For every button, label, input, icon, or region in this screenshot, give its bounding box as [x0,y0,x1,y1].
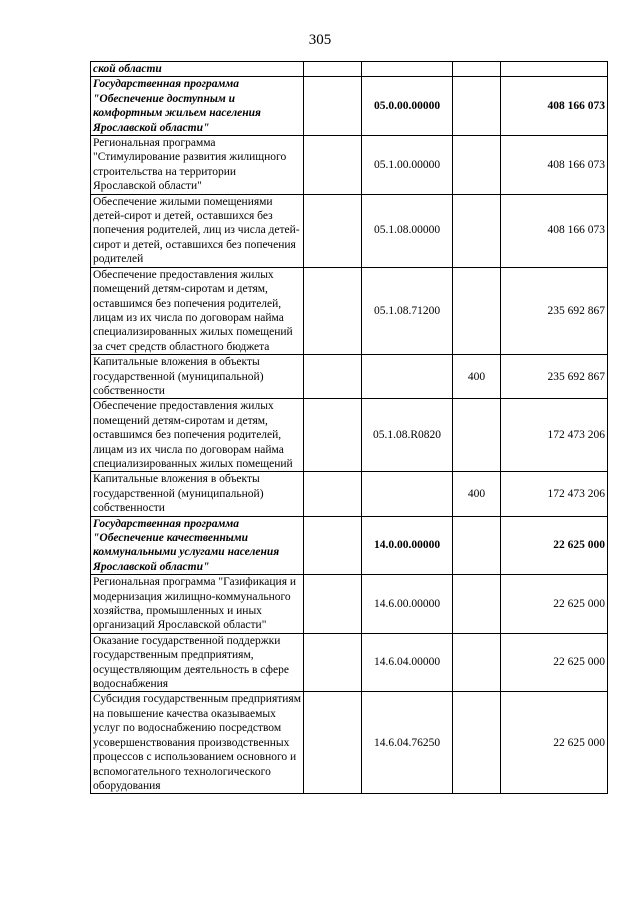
table-row [91,194,608,267]
row-empty-cell [304,62,362,77]
row-expense-type-cell [453,516,501,575]
table-row [91,267,608,354]
row-code-cell: 05.0.00.00000 [362,77,453,136]
row-expense-type-cell [453,633,501,692]
row-expense-type-cell [453,575,501,634]
row-sum-cell: 408 166 073 [501,77,608,136]
row-empty-cell [304,77,362,136]
row-sum-cell: 22 625 000 [501,575,608,634]
table-row [91,77,608,136]
row-empty-cell [304,575,362,634]
row-name-cell: Капитальные вложения в объекты государственной (муниципальной) собственности [91,355,304,399]
table-row [91,355,608,399]
table-row [91,136,608,195]
row-code-cell: 14.6.04.00000 [362,633,453,692]
row-name-cell: Государственная программа "Обеспечение качественными коммунальными услугами населения Ярославской области" [91,516,304,575]
row-sum-cell: 235 692 867 [501,267,608,354]
table-row [91,472,608,516]
row-sum-cell: 172 473 206 [501,472,608,516]
table-row [91,692,608,794]
row-expense-type-cell [453,62,501,77]
row-expense-type-cell [453,77,501,136]
row-code-cell: 05.1.00.00000 [362,136,453,195]
row-empty-cell [304,267,362,354]
row-expense-type-cell [453,399,501,472]
row-name-cell: Обеспечение предоставления жилых помещений детям-сиротам и детям, оставшимся без попечения родителей, лицам из их числа по договорам найма специализированных жилых помещений [91,399,304,472]
row-code-cell: 05.1.08.R0820 [362,399,453,472]
row-empty-cell [304,194,362,267]
table-row [91,633,608,692]
row-expense-type-cell: 400 [453,472,501,516]
row-name-cell: ской области [91,62,304,77]
row-empty-cell [304,472,362,516]
row-code-cell: 14.6.00.00000 [362,575,453,634]
row-code-cell: 05.1.08.71200 [362,267,453,354]
row-empty-cell [304,633,362,692]
row-empty-cell [304,516,362,575]
row-expense-type-cell: 400 [453,355,501,399]
table-row [91,575,608,634]
row-expense-type-cell [453,194,501,267]
row-empty-cell [304,136,362,195]
row-name-cell: Оказание государственной поддержки государственным предприятиям, осуществляющим деятельность в сфере водоснабжения [91,633,304,692]
row-name-cell: Региональная программа "Стимулирование развития жилищного строительства на территории Ярославской области" [91,136,304,195]
row-name-cell: Обеспечение предоставления жилых помещений детям-сиротам и детям, оставшимся без попечения родителей, лицам из их числа по договорам найма специализированных жилых помещений за счет средств областного бюджета [91,267,304,354]
row-sum-cell: 22 625 000 [501,516,608,575]
row-name-cell: Обеспечение жилыми помещениями детей-сирот и детей, оставшихся без попечения родителей, лиц из числа детей-сирот и детей, оставшихся без попечения родителей [91,194,304,267]
row-sum-cell: 22 625 000 [501,692,608,794]
row-code-cell [362,62,453,77]
row-expense-type-cell [453,692,501,794]
budget-table-body [91,62,608,794]
row-name-cell: Государственная программа "Обеспечение доступным и комфортным жильем населения Ярославской области" [91,77,304,136]
row-sum-cell: 408 166 073 [501,136,608,195]
page-number: 305 [308,32,332,48]
row-expense-type-cell [453,136,501,195]
row-code-cell: 14.0.00.00000 [362,516,453,575]
row-expense-type-cell [453,267,501,354]
row-name-cell: Капитальные вложения в объекты государственной (муниципальной) собственности [91,472,304,516]
row-sum-cell: 235 692 867 [501,355,608,399]
row-empty-cell [304,399,362,472]
row-sum-cell: 22 625 000 [501,633,608,692]
row-code-cell: 05.1.08.00000 [362,194,453,267]
table-row [91,516,608,575]
budget-table [90,61,608,794]
row-empty-cell [304,355,362,399]
row-name-cell: Субсидия государственным предприятиям на повышение качества оказываемых услуг по водоснабжению посредством усовершенствования производственных процессов с использованием основного и вспомогательного технологического оборудования [91,692,304,794]
row-empty-cell [304,692,362,794]
row-code-cell: 14.6.04.76250 [362,692,453,794]
row-name-cell: Региональная программа "Газификация и модернизация жилищно-коммунального хозяйства, промышленных и иных организаций Ярославской области" [91,575,304,634]
row-sum-cell [501,62,608,77]
table-row [91,399,608,472]
table-row [91,62,608,77]
row-code-cell [362,355,453,399]
row-sum-cell: 408 166 073 [501,194,608,267]
row-code-cell [362,472,453,516]
row-sum-cell: 172 473 206 [501,399,608,472]
